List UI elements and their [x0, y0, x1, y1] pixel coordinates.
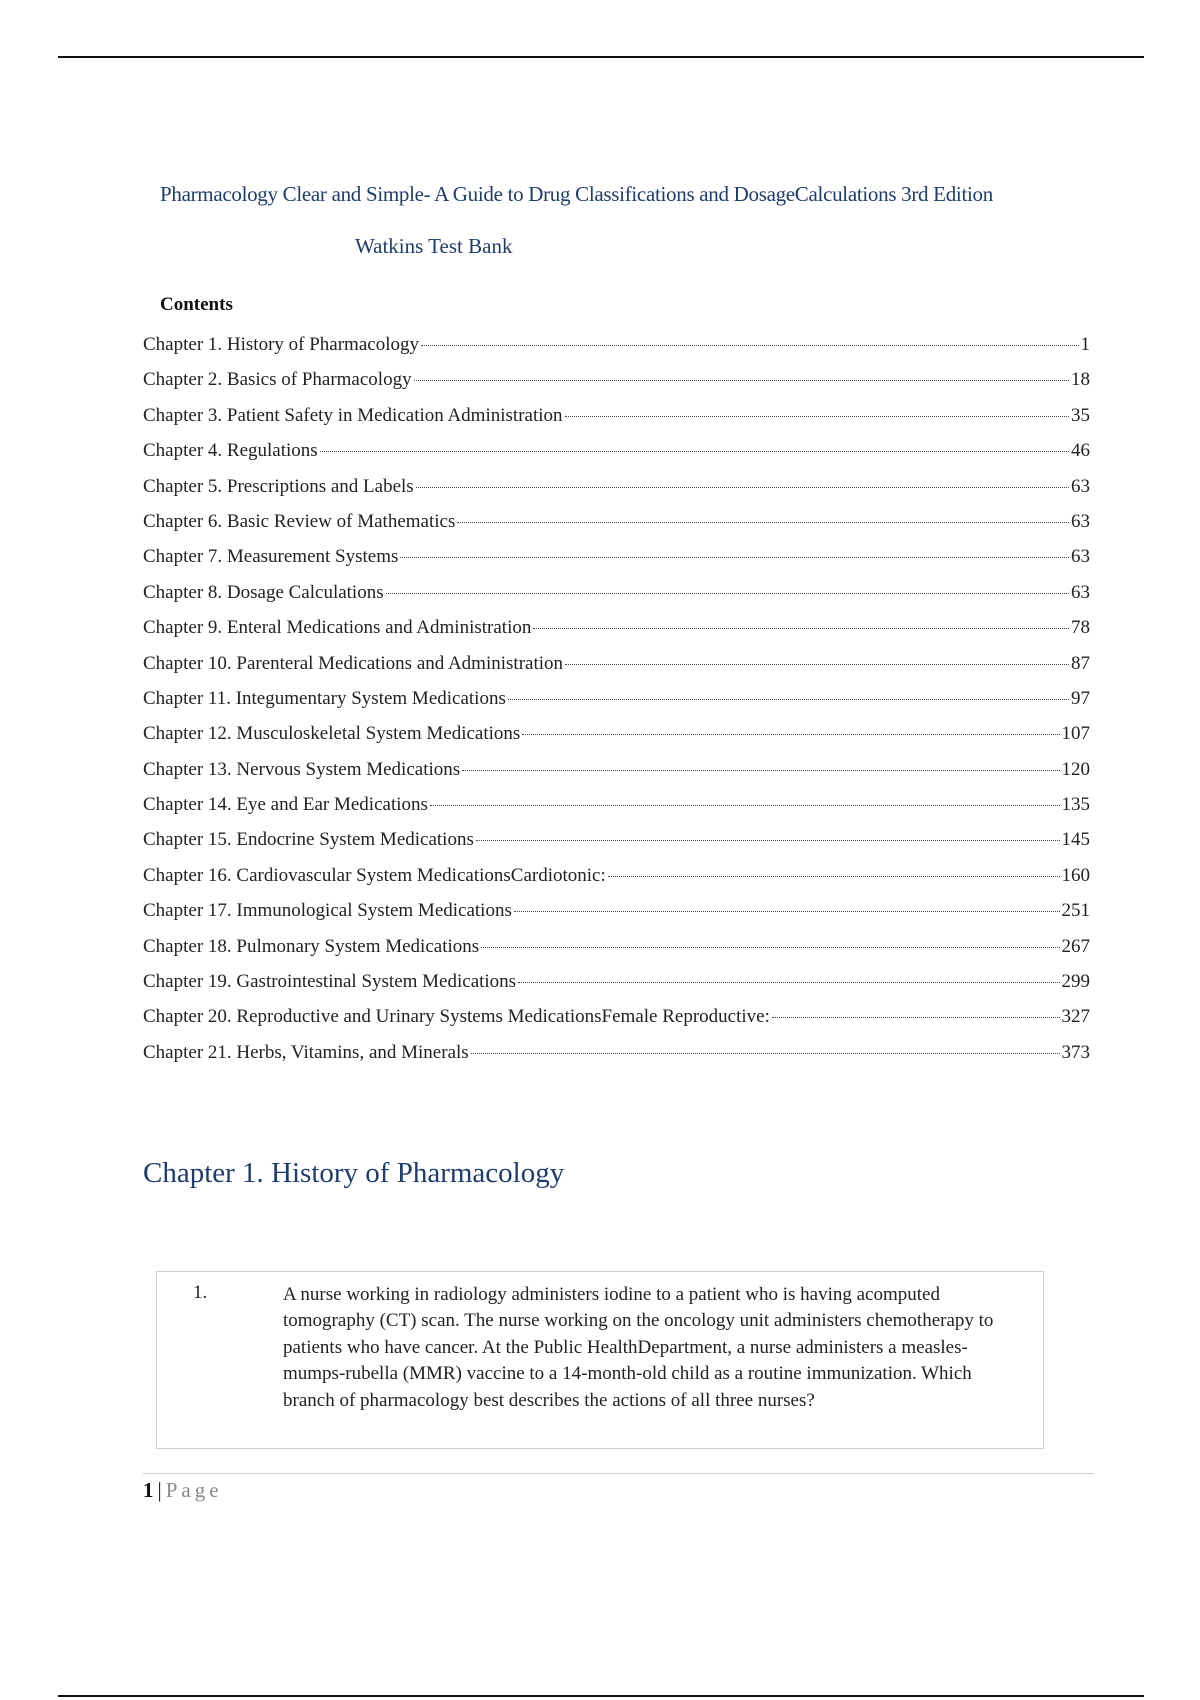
toc-leader-dots: [457, 522, 1069, 523]
toc-entry-label: Chapter 15. Endocrine System Medications: [143, 829, 474, 851]
toc-entry-page: 63: [1071, 546, 1090, 568]
toc-entry-label: Chapter 10. Parenteral Medications and Administration: [143, 652, 564, 674]
toc-leader-dots: [608, 876, 1060, 877]
toc-entry-label: Chapter 11. Integumentary System Medications: [143, 687, 506, 709]
toc-entry-page: 107: [1061, 723, 1090, 745]
toc-entry-page: 299: [1061, 971, 1090, 993]
toc-entry[interactable]: [143, 369, 1090, 404]
toc-entry-page: 251: [1061, 900, 1090, 922]
toc-leader-dots: [481, 947, 1059, 948]
toc-entry-label: Chapter 9. Enteral Medications and Administration: [143, 617, 532, 639]
toc-entry[interactable]: [143, 829, 1090, 864]
toc-entry-page: 46: [1071, 440, 1090, 462]
toc-leader-dots: [533, 628, 1069, 629]
toc-leader-dots: [565, 664, 1069, 665]
toc-entry-page: 1: [1080, 334, 1090, 355]
bottom-rule: [58, 1695, 1144, 1697]
toc-entry-page: 63: [1071, 581, 1090, 603]
toc-leader-dots: [522, 734, 1059, 735]
top-rule: [58, 56, 1144, 58]
toc-leader-dots: [565, 416, 1069, 417]
toc-entry[interactable]: [143, 936, 1090, 971]
toc-entry[interactable]: [143, 865, 1090, 900]
toc-leader-dots: [414, 380, 1069, 381]
table-of-contents: [143, 334, 1090, 1077]
toc-entry[interactable]: [143, 476, 1090, 511]
toc-leader-dots: [320, 451, 1069, 452]
toc-leader-dots: [386, 593, 1069, 594]
toc-entry-label: Chapter 3. Patient Safety in Medication Administration: [143, 404, 563, 426]
toc-entry[interactable]: [143, 1042, 1090, 1077]
toc-entry-label: Chapter 18. Pulmonary System Medications: [143, 935, 480, 957]
toc-leader-dots: [508, 699, 1069, 700]
toc-leader-dots: [400, 557, 1069, 558]
toc-leader-dots: [476, 840, 1060, 841]
toc-entry-page: 160: [1061, 864, 1090, 886]
toc-entry[interactable]: [143, 582, 1090, 617]
page-footer: [143, 1478, 223, 1503]
toc-entry[interactable]: [143, 1006, 1090, 1041]
toc-entry-label: Chapter 8. Dosage Calculations: [143, 581, 384, 603]
toc-entry-label: Chapter 13. Nervous System Medications: [143, 758, 461, 780]
toc-entry-page: 87: [1071, 652, 1090, 674]
toc-entry-label: Chapter 1. History of Pharmacology: [143, 334, 419, 355]
toc-entry-label: Chapter 2. Basics of Pharmacology: [143, 369, 412, 391]
toc-entry-page: 373: [1061, 1041, 1090, 1063]
toc-entry[interactable]: [143, 971, 1090, 1006]
page-number: 1: [143, 1478, 154, 1502]
toc-entry[interactable]: [143, 511, 1090, 546]
document-title: Pharmacology Clear and Simple- A Guide to Drug Classifications and DosageCalculations 3rd Edition: [160, 182, 993, 206]
toc-leader-dots: [462, 770, 1059, 771]
toc-entry[interactable]: [143, 617, 1090, 652]
page-separator: |: [157, 1478, 162, 1502]
toc-leader-dots: [514, 911, 1060, 912]
toc-entry-page: 97: [1071, 687, 1090, 709]
toc-entry-page: 18: [1071, 369, 1090, 391]
question-text: A nurse working in radiology administers iodine to a patient who is having acomputed tomography (CT) scan. The nurse working on the oncology unit administers chemotherapy to patients who have cancer. At the Public HealthDepartment, a nurse administers a measles-mumps-rubella (MMR) vaccine to a 14-month-old child as a routine immunization. Which branch of pharmacology best describes the actions of all three nurses?: [283, 1284, 994, 1411]
toc-entry-label: Chapter 16. Cardiovascular System MedicationsCardiotonic:: [143, 864, 606, 886]
toc-entry-page: 327: [1061, 1006, 1090, 1028]
toc-entry-label: Chapter 5. Prescriptions and Labels: [143, 475, 414, 497]
toc-entry-label: Chapter 7. Measurement Systems: [143, 546, 399, 568]
toc-leader-dots: [471, 1053, 1060, 1054]
toc-leader-dots: [518, 982, 1059, 983]
toc-entry-page: 78: [1071, 617, 1090, 639]
toc-leader-dots: [430, 805, 1060, 806]
document-subtitle: Watkins Test Bank: [355, 234, 513, 258]
toc-entry-page: 267: [1061, 935, 1090, 957]
toc-entry-page: 63: [1071, 510, 1090, 532]
contents-heading: Contents: [160, 294, 233, 315]
page-word: Page: [165, 1478, 223, 1502]
toc-entry-label: Chapter 12. Musculoskeletal System Medications: [143, 723, 521, 745]
chapter-heading: Chapter 1. History of Pharmacology: [143, 1157, 565, 1189]
toc-entry-label: Chapter 4. Regulations: [143, 440, 318, 462]
toc-entry-label: Chapter 21. Herbs, Vitamins, and Minerals: [143, 1041, 469, 1063]
question-box: [156, 1271, 1044, 1449]
toc-entry[interactable]: [143, 759, 1090, 794]
toc-entry[interactable]: [143, 900, 1090, 935]
toc-entry-label: Chapter 17. Immunological System Medications: [143, 900, 512, 922]
toc-entry-page: 120: [1061, 758, 1090, 780]
toc-entry[interactable]: [143, 688, 1090, 723]
toc-entry-page: 145: [1061, 829, 1090, 851]
toc-entry-page: 63: [1071, 475, 1090, 497]
toc-entry-page: 135: [1061, 794, 1090, 816]
toc-entry-label: Chapter 6. Basic Review of Mathematics: [143, 510, 456, 532]
toc-entry[interactable]: [143, 440, 1090, 475]
question-number: 1.: [193, 1282, 208, 1303]
toc-entry[interactable]: [143, 405, 1090, 440]
toc-leader-dots: [772, 1017, 1060, 1018]
toc-entry-label: Chapter 19. Gastrointestinal System Medications: [143, 971, 517, 993]
toc-entry[interactable]: [143, 794, 1090, 829]
toc-entry-label: Chapter 14. Eye and Ear Medications: [143, 794, 428, 816]
toc-entry-label: Chapter 20. Reproductive and Urinary Systems MedicationsFemale Reproductive:: [143, 1006, 770, 1028]
footer-rule: [143, 1473, 1094, 1474]
toc-leader-dots: [421, 345, 1079, 346]
toc-entry[interactable]: [143, 546, 1090, 581]
toc-entry[interactable]: [143, 334, 1090, 369]
toc-entry-page: 35: [1071, 404, 1090, 426]
toc-entry[interactable]: [143, 723, 1090, 758]
toc-leader-dots: [416, 487, 1069, 488]
toc-entry[interactable]: [143, 653, 1090, 688]
